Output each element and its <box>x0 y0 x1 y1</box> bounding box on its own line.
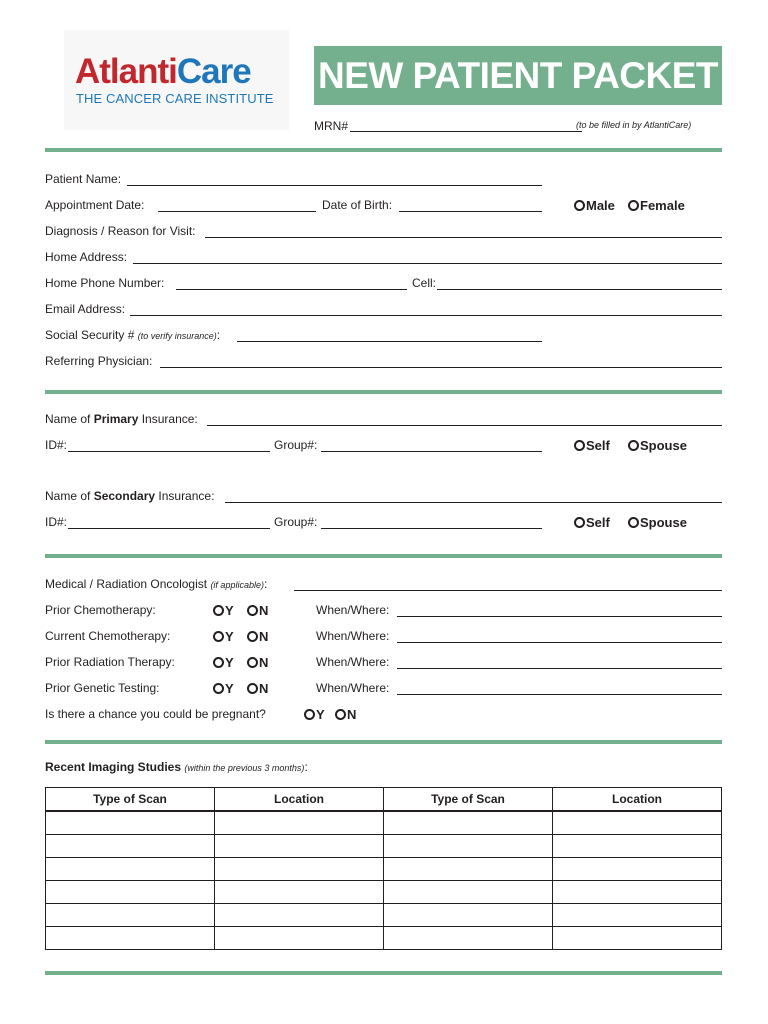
secondary-insurance-label <box>45 489 214 503</box>
home-address-label: Home Address: <box>45 250 128 264</box>
yes-label: Y <box>225 603 234 618</box>
mrn-field[interactable] <box>350 131 582 132</box>
table-cell[interactable] <box>215 835 384 858</box>
mrn-row <box>314 118 722 136</box>
table-row <box>46 811 722 835</box>
history-yes-option[interactable] <box>213 655 234 670</box>
table-cell[interactable] <box>553 927 722 950</box>
logo-word-atlanti: Atlanti <box>75 52 177 91</box>
col-location: Location <box>215 788 384 812</box>
table-cell[interactable] <box>384 904 553 927</box>
radio-circle-icon <box>213 683 224 694</box>
appointment-date-label: Appointment Date: <box>45 198 145 212</box>
section-divider <box>45 554 722 558</box>
home-address-field[interactable] <box>133 263 722 264</box>
radio-circle-icon <box>628 440 639 451</box>
secondary-bold: Secondary <box>93 489 156 503</box>
secondary-group-field[interactable] <box>321 528 542 529</box>
secondary-id-field[interactable] <box>68 528 270 529</box>
yes-label: Y <box>225 629 234 644</box>
history-yes-option[interactable] <box>213 629 234 644</box>
table-cell[interactable] <box>46 835 215 858</box>
home-phone-field[interactable] <box>176 289 407 290</box>
table-cell[interactable] <box>46 927 215 950</box>
table-cell[interactable] <box>553 858 722 881</box>
patient-name-label: Patient Name: <box>45 172 122 186</box>
primary-prefix: Name of <box>45 412 94 426</box>
table-row <box>46 835 722 858</box>
secondary-prefix: Name of <box>45 489 94 503</box>
home-phone-label: Home Phone Number: <box>45 276 165 290</box>
ssn-colon: : <box>216 328 221 342</box>
ssn-label-group <box>45 328 220 342</box>
primary-insurance-row <box>45 412 722 430</box>
female-option[interactable] <box>628 198 685 213</box>
table-cell[interactable] <box>384 927 553 950</box>
oncologist-label: Medical / Radiation Oncologist <box>45 577 208 591</box>
history-yes-option[interactable] <box>213 681 234 696</box>
when-where-field[interactable] <box>397 642 722 643</box>
section-divider <box>45 390 722 394</box>
table-cell[interactable] <box>384 881 553 904</box>
table-cell[interactable] <box>46 904 215 927</box>
history-label: Prior Radiation Therapy: <box>45 655 175 669</box>
table-cell[interactable] <box>553 881 722 904</box>
oncologist-note: (if applicable) <box>210 580 264 590</box>
radio-circle-icon <box>213 631 224 642</box>
female-label: Female <box>640 198 685 213</box>
primary-suffix: Insurance: <box>138 412 198 426</box>
history-row <box>45 629 722 647</box>
when-where-label: When/Where: <box>316 629 390 643</box>
radio-circle-icon <box>628 517 639 528</box>
history-no-option[interactable] <box>247 655 268 670</box>
when-where-field[interactable] <box>397 668 722 669</box>
pregnant-row <box>45 707 722 725</box>
primary-group-field[interactable] <box>321 451 542 452</box>
pregnant-yes-option[interactable] <box>304 707 325 722</box>
history-row <box>45 603 722 621</box>
oncologist-label-group <box>45 577 267 591</box>
table-cell[interactable] <box>215 811 384 835</box>
mrn-note: (to be filled in by AtlantiCare) <box>576 120 692 130</box>
table-cell[interactable] <box>384 858 553 881</box>
phone-row <box>45 276 722 294</box>
address-row <box>45 250 722 268</box>
no-label: N <box>347 707 357 722</box>
table-cell[interactable] <box>46 858 215 881</box>
table-cell[interactable] <box>215 927 384 950</box>
radio-circle-icon <box>628 200 639 211</box>
secondary-self-option[interactable] <box>574 515 610 530</box>
imaging-table <box>45 787 722 950</box>
when-where-label: When/Where: <box>316 603 390 617</box>
dob-label: Date of Birth: <box>322 198 393 212</box>
diagnosis-row <box>45 224 722 242</box>
table-cell[interactable] <box>215 904 384 927</box>
table-cell[interactable] <box>384 811 553 835</box>
section-divider <box>45 148 722 152</box>
imaging-note: (within the previous 3 months) <box>184 763 305 773</box>
no-label: N <box>259 655 269 670</box>
history-label: Current Chemotherapy: <box>45 629 171 643</box>
oncologist-colon: : <box>263 577 268 591</box>
primary-id-label: ID#: <box>45 438 68 452</box>
primary-group-label: Group#: <box>274 438 318 452</box>
radio-circle-icon <box>574 200 585 211</box>
ssn-row <box>45 328 722 346</box>
table-cell[interactable] <box>553 904 722 927</box>
oncologist-row <box>45 577 722 595</box>
appointment-date-field[interactable] <box>158 211 316 212</box>
patient-name-field[interactable] <box>127 185 542 186</box>
when-where-field[interactable] <box>397 616 722 617</box>
secondary-id-label: ID#: <box>45 515 68 529</box>
email-field[interactable] <box>130 315 722 316</box>
table-cell[interactable] <box>553 835 722 858</box>
email-row <box>45 302 722 320</box>
history-no-option[interactable] <box>247 603 268 618</box>
primary-spouse-option[interactable] <box>628 438 687 453</box>
primary-id-row <box>45 438 722 456</box>
logo-subtitle: THE CANCER CARE INSTITUTE <box>76 91 274 106</box>
appointment-row <box>45 198 722 216</box>
table-cell[interactable] <box>384 835 553 858</box>
male-label: Male <box>586 198 615 213</box>
no-label: N <box>259 629 269 644</box>
mrn-label: MRN# <box>314 119 349 133</box>
ssn-field[interactable] <box>237 341 542 342</box>
when-where-label: When/Where: <box>316 681 390 695</box>
radio-circle-icon <box>247 683 258 694</box>
table-cell[interactable] <box>46 811 215 835</box>
pregnant-no-option[interactable] <box>335 707 356 722</box>
col-location: Location <box>553 788 722 812</box>
yes-label: Y <box>225 681 234 696</box>
primary-bold: Primary <box>93 412 139 426</box>
spouse-label: Spouse <box>640 438 687 453</box>
logo-word-care: Care <box>176 52 251 91</box>
secondary-group-label: Group#: <box>274 515 318 529</box>
secondary-spouse-option[interactable] <box>628 515 687 530</box>
referring-physician-field[interactable] <box>160 367 722 368</box>
cell-field[interactable] <box>437 289 722 290</box>
radio-circle-icon <box>247 605 258 616</box>
table-header-row <box>46 788 722 812</box>
spouse-label: Spouse <box>640 515 687 530</box>
secondary-insurance-field[interactable] <box>225 502 722 503</box>
history-label: Prior Chemotherapy: <box>45 603 156 617</box>
self-label: Self <box>586 515 610 530</box>
table-row <box>46 927 722 950</box>
primary-id-field[interactable] <box>68 451 270 452</box>
primary-insurance-label <box>45 412 198 426</box>
radio-circle-icon <box>213 605 224 616</box>
secondary-insurance-row <box>45 489 722 507</box>
table-cell[interactable] <box>553 811 722 835</box>
page-title: NEW PATIENT PACKET <box>314 46 722 105</box>
atlanticare-logo <box>64 30 289 130</box>
no-label: N <box>259 681 269 696</box>
radio-circle-icon <box>335 709 346 720</box>
physician-row <box>45 354 722 372</box>
self-label: Self <box>586 438 610 453</box>
no-label: N <box>259 603 269 618</box>
when-where-label: When/Where: <box>316 655 390 669</box>
table-cell[interactable] <box>215 858 384 881</box>
email-label: Email Address: <box>45 302 126 316</box>
radio-circle-icon <box>574 440 585 451</box>
radio-circle-icon <box>247 631 258 642</box>
dob-field[interactable] <box>399 211 542 212</box>
history-row <box>45 655 722 673</box>
male-option[interactable] <box>574 198 615 213</box>
diagnosis-field[interactable] <box>205 237 722 238</box>
table-row <box>46 904 722 927</box>
cell-label: Cell: <box>412 276 437 290</box>
radio-circle-icon <box>213 657 224 668</box>
history-row <box>45 681 722 699</box>
referring-physician-label: Referring Physician: <box>45 354 153 368</box>
primary-insurance-field[interactable] <box>207 425 722 426</box>
ssn-note: (to verify insurance) <box>137 331 217 341</box>
history-no-option[interactable] <box>247 681 268 696</box>
radio-circle-icon <box>304 709 315 720</box>
section-divider <box>45 971 722 975</box>
ssn-label: Social Security # <box>45 328 135 342</box>
imaging-title-group <box>45 760 308 774</box>
col-type-of-scan: Type of Scan <box>46 788 215 812</box>
patient-name-row <box>45 172 722 190</box>
history-yes-option[interactable] <box>213 603 234 618</box>
oncologist-field[interactable] <box>294 590 722 591</box>
table-row <box>46 858 722 881</box>
diagnosis-label: Diagnosis / Reason for Visit: <box>45 224 196 238</box>
yes-label: Y <box>316 707 325 722</box>
radio-circle-icon <box>574 517 585 528</box>
col-type-of-scan: Type of Scan <box>384 788 553 812</box>
history-label: Prior Genetic Testing: <box>45 681 160 695</box>
yes-label: Y <box>225 655 234 670</box>
logo-wordmark <box>75 54 251 89</box>
imaging-colon: : <box>304 760 308 774</box>
table-cell[interactable] <box>215 881 384 904</box>
secondary-suffix: Insurance: <box>155 489 215 503</box>
when-where-field[interactable] <box>397 694 722 695</box>
radio-circle-icon <box>247 657 258 668</box>
table-row <box>46 881 722 904</box>
imaging-title-row <box>45 760 722 778</box>
table-cell[interactable] <box>46 881 215 904</box>
history-no-option[interactable] <box>247 629 268 644</box>
secondary-id-row <box>45 515 722 533</box>
imaging-title: Recent Imaging Studies <box>45 760 182 774</box>
section-divider <box>45 740 722 744</box>
pregnant-label: Is there a chance you could be pregnant? <box>45 707 266 721</box>
primary-self-option[interactable] <box>574 438 610 453</box>
